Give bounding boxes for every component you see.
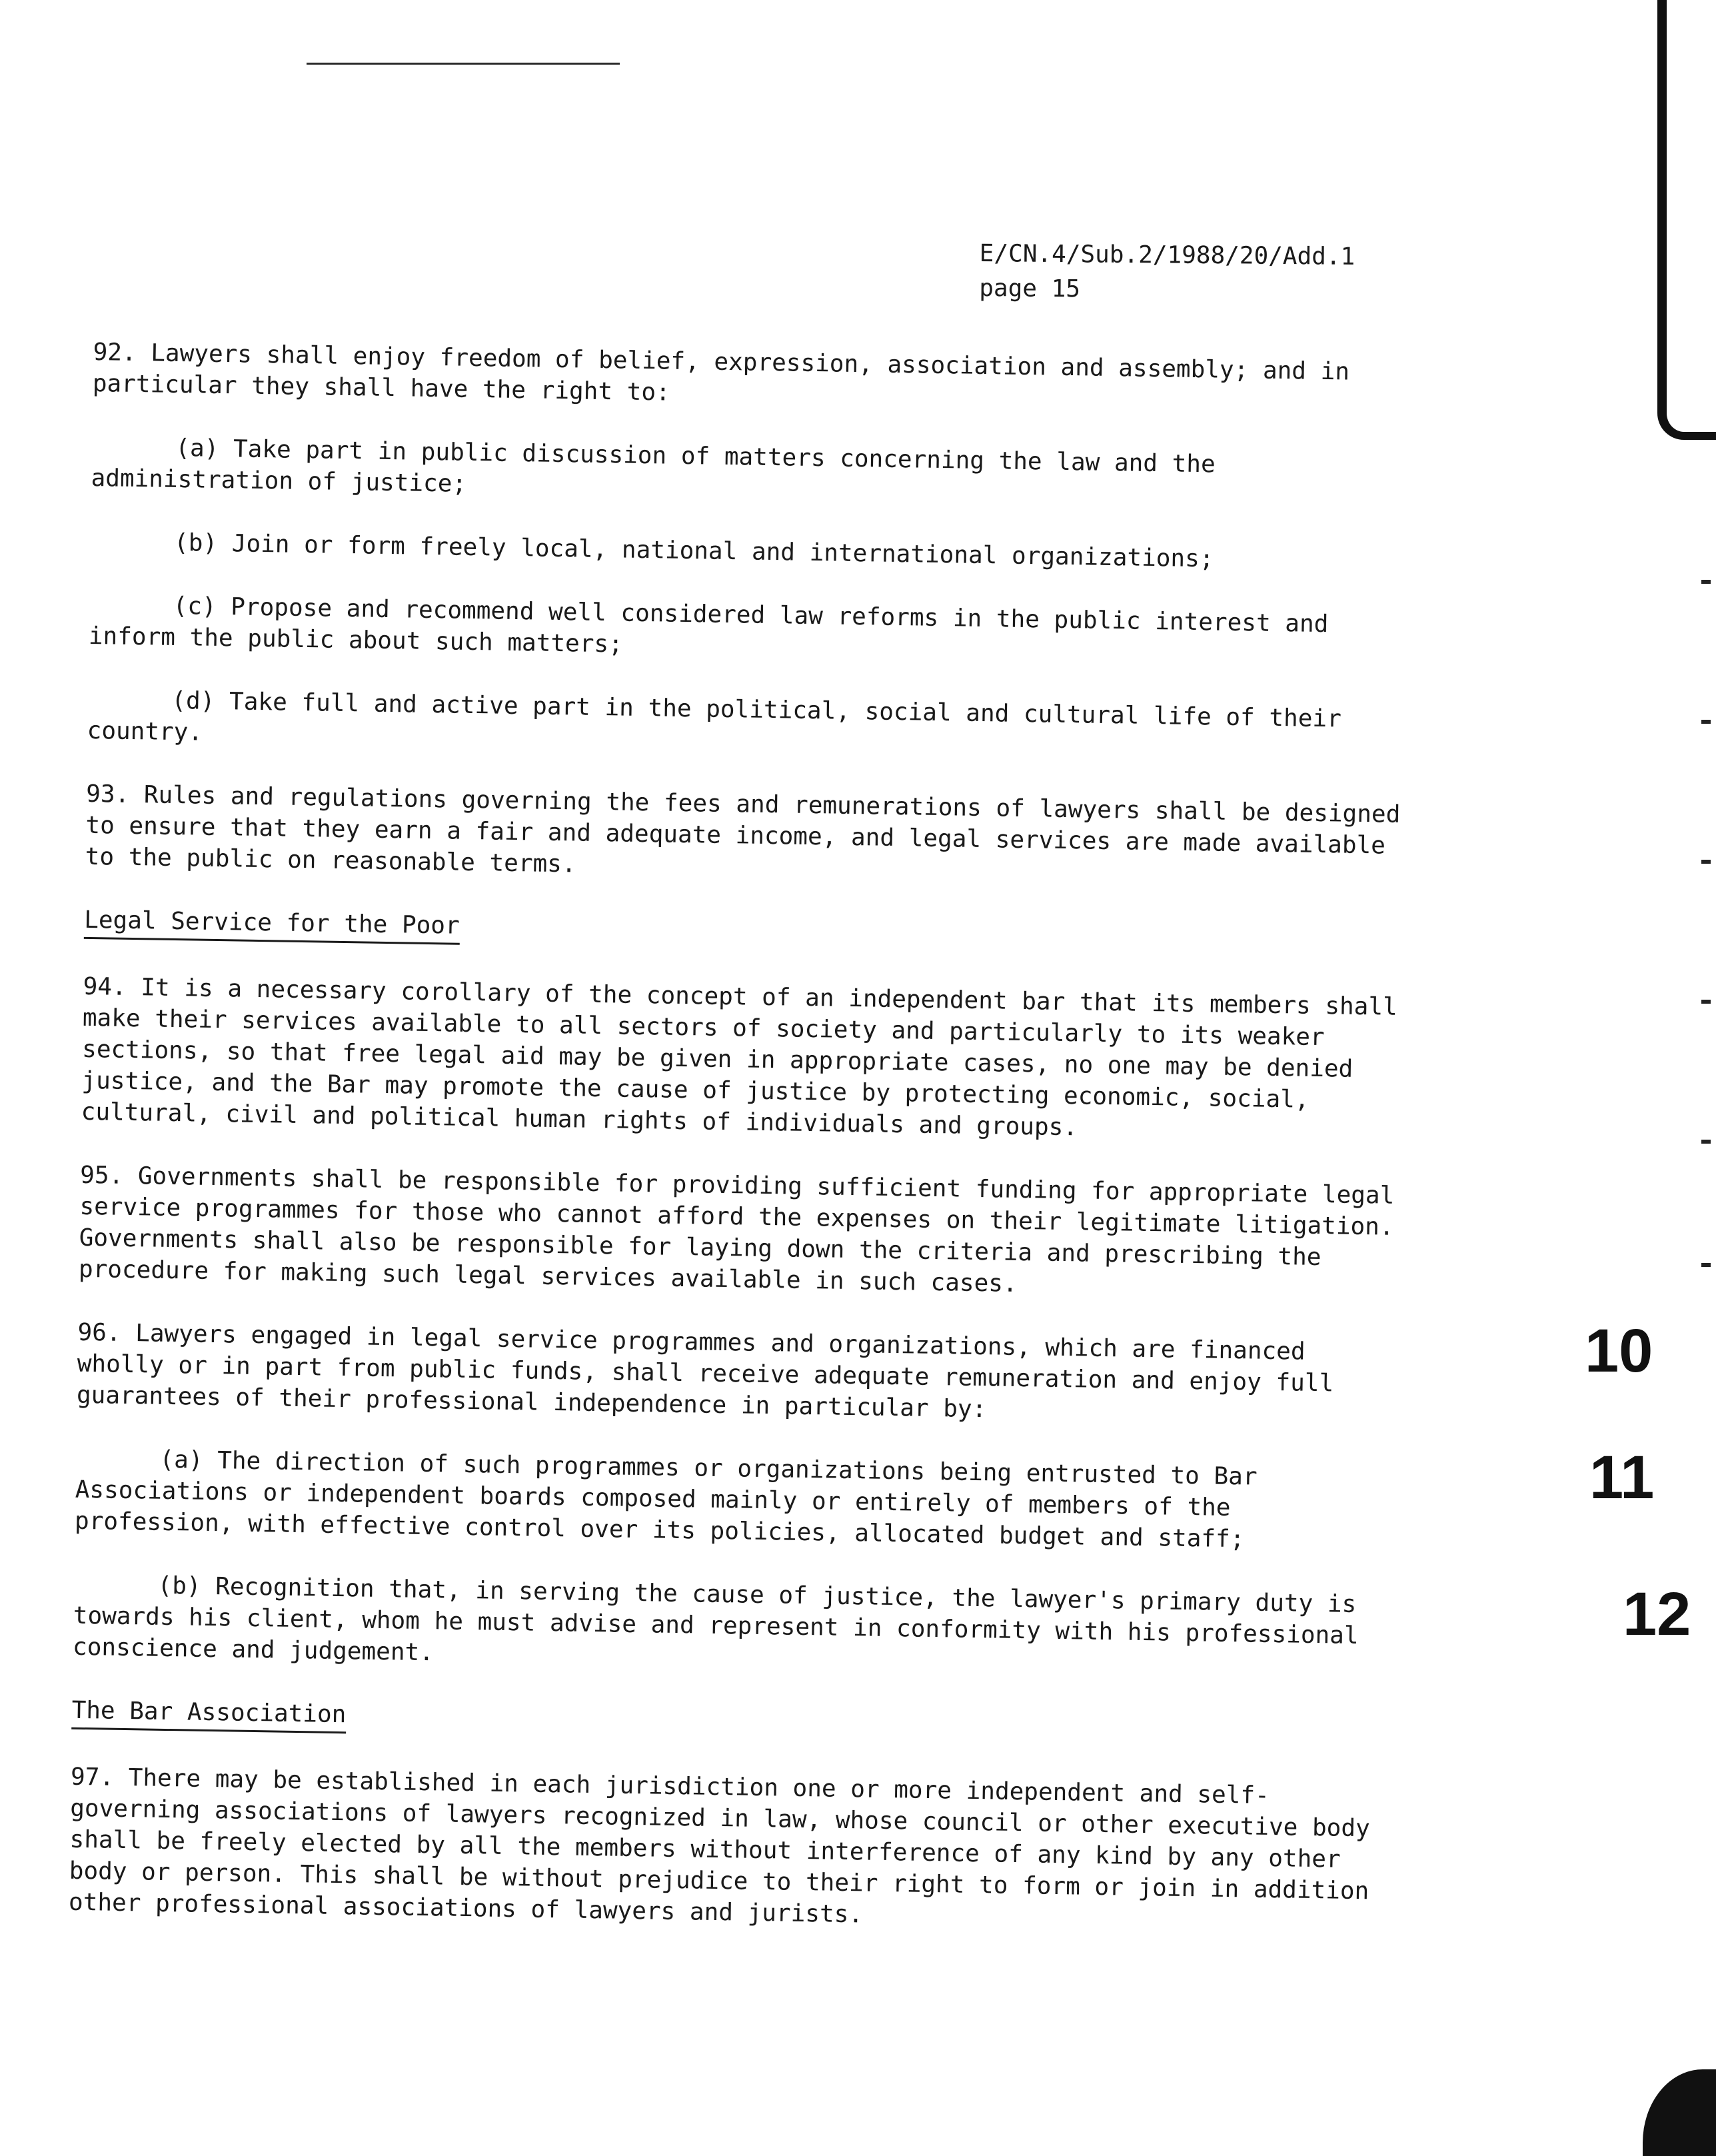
paragraph-92b: (b) Join or form freely local, national and international organizations;	[173, 529, 1214, 573]
scan-right-edge	[1653, 0, 1716, 2156]
paragraph-96a: (a) The direction of such programmes or organizations being entrusted to Bar Associations or independent boards composed mainly or entirely of members of the profession, with effective control over its policies, allocated budget and staff;	[74, 1446, 1258, 1554]
top-rule	[307, 63, 620, 65]
edge-tick-mark	[1701, 1263, 1711, 1267]
margin-number-11: 11	[1589, 1444, 1655, 1512]
document-header	[979, 237, 1355, 309]
edge-tick-mark	[1701, 1140, 1711, 1144]
paragraph-96: 96. Lawyers engaged in legal service programmes and organizations, which are financed wholly or in part from public funds, shall receive adequate remuneration and enjoy full guarantees of their professional independence in particular by:	[76, 1318, 1334, 1424]
paragraph-92a: (a) Take part in public discussion of matters concerning the law and the administration of justice;	[91, 434, 1216, 498]
binding-blot-mark	[1643, 2069, 1716, 2156]
paragraph-96b: (b) Recognition that, in serving the cause of justice, the lawyer's primary duty is towards his client, whom he must advise and represent in conformity with his professional conscience and judgement.	[72, 1572, 1359, 1667]
paragraph-92: 92. Lawyers shall enjoy freedom of belief, expression, association and assembly; and in particular they shall have the right to:	[92, 338, 1350, 407]
page-number: page 15	[979, 274, 1081, 303]
edge-tick-mark	[1701, 1000, 1711, 1004]
paragraph-97: 97. There may be established in each jurisdiction one or more independent and self-governing associations of lawyers recognized in law, whose council or other executive body shall be freely elected by all the members without interference of any kind by any other body or person. This shall be without prejudice to their right to form or join in addition other professional associations of lawyers and jurists.	[68, 1763, 1371, 1929]
document-body	[68, 337, 1413, 1971]
paragraph-95: 95. Governments shall be responsible for providing sufficient funding for appropriate legal service programmes for those who cannot afford the expenses on their legitimate litigation. Governments shall also be responsible for laying down the criteria and prescribing the procedure for making such legal services available in such cases.	[78, 1161, 1395, 1298]
heading-legal-service-for-the-poor: Legal Service for the Poor	[84, 904, 460, 945]
paragraph-92c: (c) Propose and recommend well considered law reforms in the public interest and inform the public about such matters;	[88, 592, 1329, 658]
edge-tick-mark	[1701, 720, 1711, 724]
paragraph-94: 94. It is a necessary corollary of the concept of an independent bar that its members shall make their services available to all sectors of society and particularly to its weaker sections, so that free legal aid may be given in appropriate cases, no one may be denied justice, and the Bar may promote the cause of justice by protecting economic, social, cultural, civil and political human rights of individuals and groups.	[81, 972, 1398, 1142]
margin-number-10: 10	[1585, 1317, 1653, 1385]
edge-tick-mark	[1701, 860, 1711, 864]
heading-the-bar-association: The Bar Association	[71, 1695, 347, 1733]
margin-number-12: 12	[1623, 1580, 1691, 1648]
paragraph-92d: (d) Take full and active part in the political, social and cultural life of their country.	[87, 686, 1342, 746]
document-symbol: E/CN.4/Sub.2/1988/20/Add.1	[979, 239, 1355, 271]
binding-bracket-mark	[1657, 0, 1716, 440]
edge-tick-mark	[1701, 580, 1711, 584]
paragraph-93: 93. Rules and regulations governing the fees and remunerations of lawyers shall be designed to ensure that they earn a fair and adequate income, and legal services are made available to the public on reasonable terms.	[85, 780, 1401, 878]
